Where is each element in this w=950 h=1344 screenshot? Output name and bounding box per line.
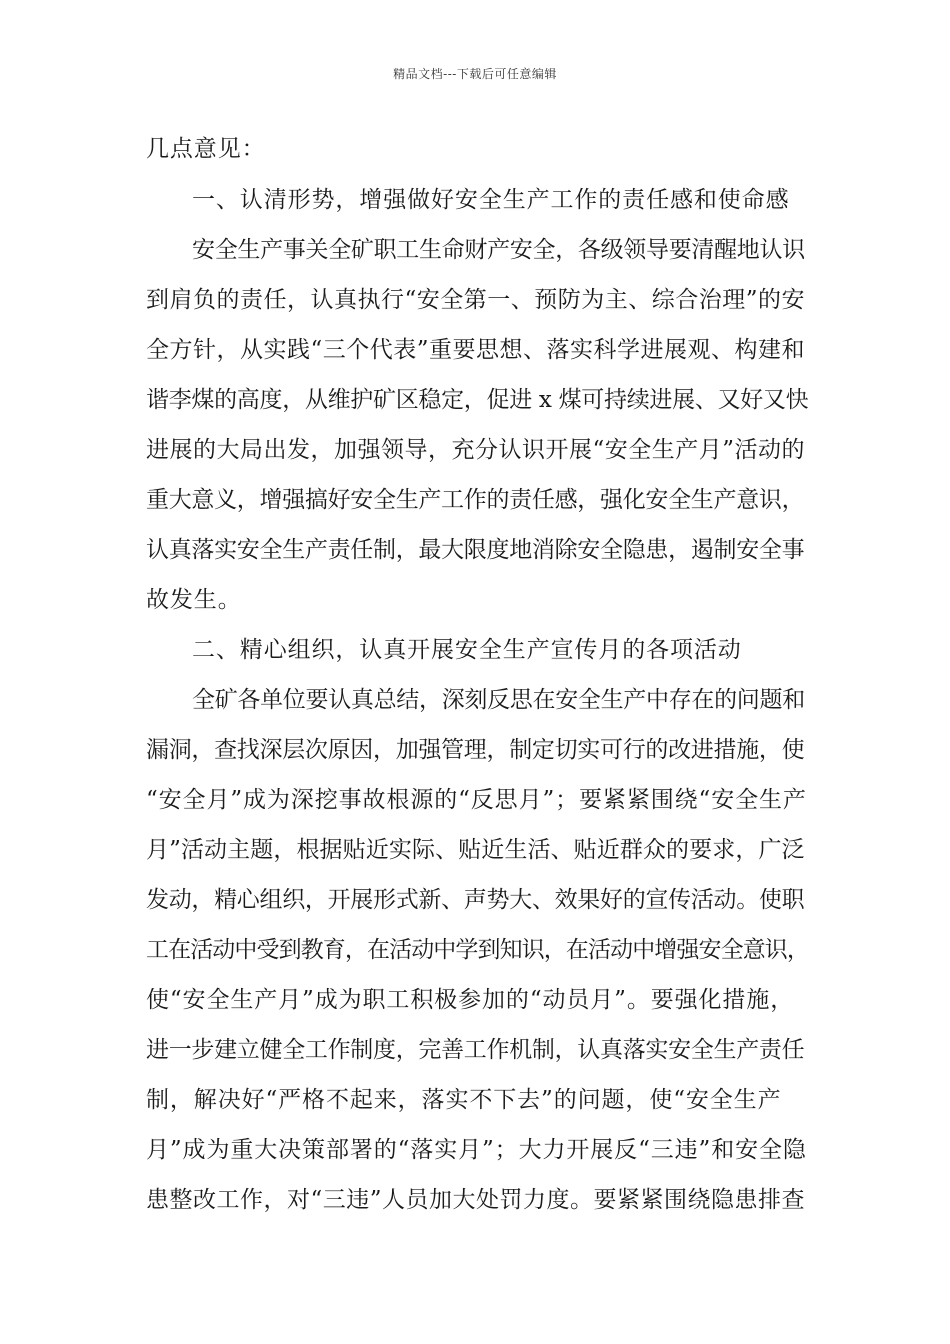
page-header: 精品文档---下载后可任意编辑: [393, 67, 557, 81]
text-line-10: 故发生。: [146, 587, 242, 613]
text-line-3: 安全生产事关全矿职工生命财产安全，各级领导要清醒地认识: [192, 237, 805, 263]
section-heading-2: 二、精心组织，认真开展安全生产宣传月的各项活动: [192, 637, 742, 663]
text-line-20: 制，解决好“严格不起来，落实不下去”的问题，使“安全生产: [146, 1087, 782, 1113]
text-line-19: 进一步建立健全工作制度，完善工作机制，认真落实安全生产责任: [146, 1037, 805, 1063]
text-line-17: 工在活动中受到教育，在活动中学到知识，在活动中增强安全意识，: [146, 937, 810, 963]
text-line-13: 漏洞，查找深层次原因，加强管理，制定切实可行的改进措施，使: [146, 737, 805, 763]
text-line-12: 全矿各单位要认真总结，深刻反思在安全生产中存在的问题和: [192, 687, 805, 713]
text-line-16: 发动，精心组织，开展形式新、声势大、效果好的宣传活动。使职: [146, 887, 805, 913]
text-line-6: 谐李煤的高度，从维护矿区稳定，促进 x 煤可持续进展、又好又快: [146, 387, 809, 413]
text-line-1: 几点意见：: [146, 136, 266, 162]
text-line-15: 月”活动主题，根据贴近实际、贴近生活、贴近群众的要求，广泛: [146, 837, 805, 863]
text-line-14: “安全月”成为深挖事故根源的“反思月”；要紧紧围绕“安全生产: [146, 787, 807, 813]
text-line-18: 使“安全生产月”成为职工积极参加的“动员月”。要强化措施，: [146, 987, 795, 1013]
text-line-9: 认真落实安全生产责任制，最大限度地消除安全隐患，遏制安全事: [146, 537, 805, 563]
text-line-21: 月”成为重大决策部署的“落实月”；大力开展反“三违”和安全隐: [146, 1137, 807, 1163]
section-heading-1: 一、认清形势，增强做好安全生产工作的责任感和使命感: [192, 187, 790, 213]
text-line-7: 进展的大局出发，加强领导，充分认识开展“安全生产月”活动的: [146, 437, 806, 463]
text-line-22: 患整改工作，对“三违”人员加大处罚力度。要紧紧围绕隐患排查: [146, 1187, 806, 1213]
text-line-8: 重大意义，增强搞好安全生产工作的责任感，强化安全生产意识，: [146, 487, 805, 513]
text-line-4: 到肩负的责任，认真执行“安全第一、预防为主、综合治理”的安: [146, 287, 806, 313]
text-line-5: 全方针，从实践“三个代表”重要思想、落实科学进展观、构建和: [146, 337, 806, 363]
